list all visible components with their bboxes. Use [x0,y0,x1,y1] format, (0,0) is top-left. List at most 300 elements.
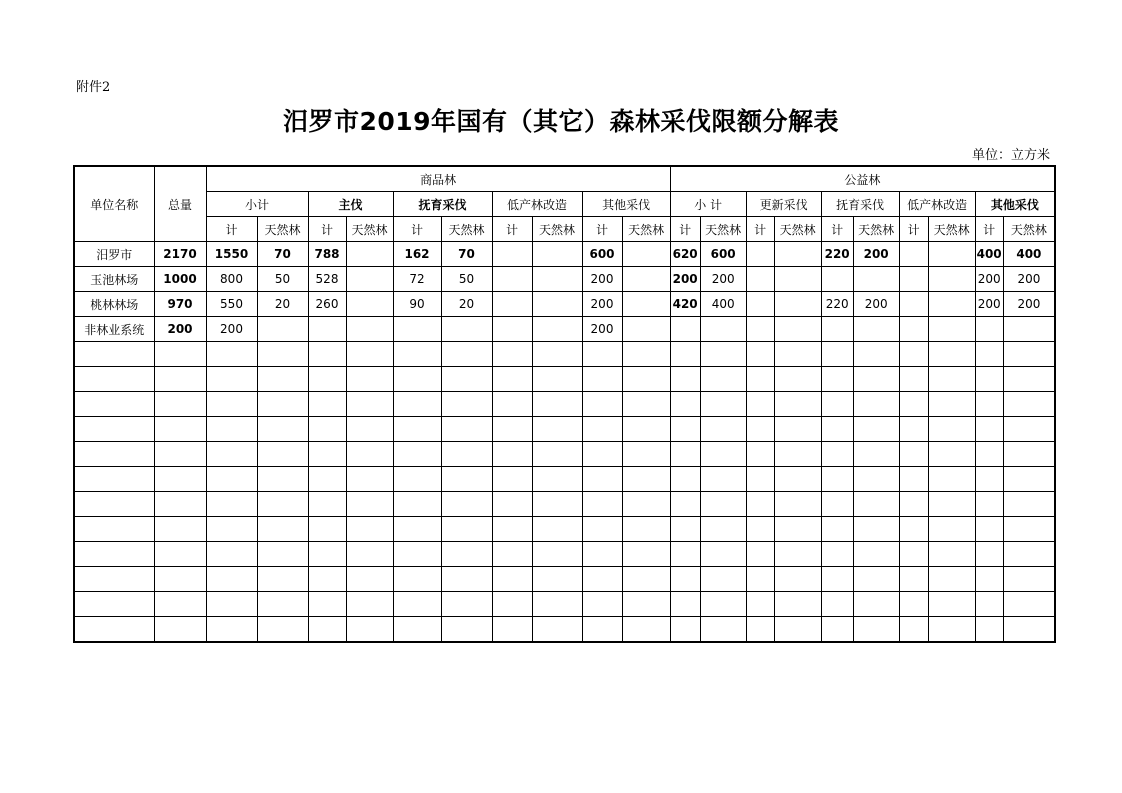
empty-cell [257,392,308,417]
empty-cell [1003,592,1055,617]
cell-p-sub-nat: 600 [700,242,746,267]
empty-cell [346,342,393,367]
empty-cell [670,342,700,367]
empty-cell [1003,492,1055,517]
cell-p-low [899,317,928,342]
empty-cell [670,617,700,643]
cell-main-nat [346,242,393,267]
empty-cell [1003,442,1055,467]
cell-p-tend-nat: 200 [853,242,899,267]
cell-renew [746,267,774,292]
empty-cell [853,592,899,617]
header-subtotal: 小计 [206,192,308,217]
empty-cell [746,492,774,517]
empty-cell [154,467,206,492]
empty-cell [492,392,532,417]
cell-p-tend-nat: 200 [853,292,899,317]
empty-cell [346,542,393,567]
empty-cell [532,492,582,517]
empty-cell [582,492,622,517]
header-sub-natural: 天然林 [346,217,393,242]
cell-other: 200 [582,317,622,342]
empty-cell [975,442,1003,467]
empty-cell [346,492,393,517]
empty-cell [346,517,393,542]
empty-cell [853,367,899,392]
empty-cell [441,567,492,592]
cell-p-low-nat [928,317,975,342]
empty-cell [899,617,928,643]
empty-cell [206,442,257,467]
empty-cell [853,442,899,467]
empty-cell [257,417,308,442]
cell-renew-nat [774,242,821,267]
empty-cell [308,467,346,492]
empty-cell [532,592,582,617]
header-public-tending: 抚育采伐 [821,192,899,217]
empty-cell [928,467,975,492]
header-sub-natural: 天然林 [774,217,821,242]
cell-low-nat [532,267,582,292]
empty-cell [582,567,622,592]
empty-cell [154,342,206,367]
empty-cell [746,367,774,392]
empty-cell [853,492,899,517]
empty-cell [774,392,821,417]
empty-cell [975,342,1003,367]
empty-row [74,542,1055,567]
empty-cell [393,617,441,643]
empty-cell [393,592,441,617]
empty-row [74,392,1055,417]
header-total: 总量 [154,166,206,242]
empty-cell [853,567,899,592]
empty-cell [774,342,821,367]
empty-cell [928,592,975,617]
empty-cell [622,342,670,367]
empty-cell [622,567,670,592]
empty-cell [154,542,206,567]
empty-cell [206,342,257,367]
empty-cell [746,542,774,567]
empty-cell [622,492,670,517]
empty-cell [975,542,1003,567]
empty-cell [74,617,154,643]
empty-cell [532,392,582,417]
cell-p-low-nat [928,267,975,292]
table-row [74,317,1055,342]
cell-tend-nat: 70 [441,242,492,267]
empty-cell [74,542,154,567]
table-row [74,242,1055,267]
header-row-2 [74,192,1055,217]
empty-cell [821,392,853,417]
unit-name-cell: 汨罗市 [74,242,154,267]
empty-cell [899,367,928,392]
empty-cell [74,367,154,392]
empty-cell [308,592,346,617]
empty-cell [700,367,746,392]
empty-cell [700,542,746,567]
empty-cell [346,567,393,592]
cell-p-low [899,292,928,317]
empty-cell [975,392,1003,417]
cell-renew [746,292,774,317]
empty-cell [206,492,257,517]
empty-cell [308,542,346,567]
header-commercial-forest: 商品林 [206,166,670,192]
cell-p-sub-nat [700,317,746,342]
empty-cell [346,467,393,492]
empty-cell [1003,467,1055,492]
empty-cell [899,592,928,617]
cell-tend: 90 [393,292,441,317]
empty-cell [774,542,821,567]
empty-row [74,367,1055,392]
empty-cell [670,517,700,542]
empty-cell [74,467,154,492]
empty-cell [532,417,582,442]
empty-cell [441,467,492,492]
cell-other-nat [622,267,670,292]
empty-cell [853,617,899,643]
empty-cell [441,342,492,367]
empty-row [74,517,1055,542]
empty-cell [1003,617,1055,643]
empty-cell [975,617,1003,643]
header-sub-natural: 天然林 [622,217,670,242]
header-sub-ji: 计 [746,217,774,242]
empty-cell [393,542,441,567]
cell-p-other-nat: 400 [1003,242,1055,267]
empty-cell [899,567,928,592]
unit-label: 单位：立方米 [971,148,1050,163]
empty-cell [582,392,622,417]
table-row [74,292,1055,317]
empty-cell [670,592,700,617]
cell-renew-nat [774,317,821,342]
empty-cell [532,517,582,542]
empty-cell [441,367,492,392]
header-public-other: 其他采伐 [975,192,1055,217]
empty-cell [441,517,492,542]
empty-cell [670,417,700,442]
empty-cell [582,517,622,542]
cell-p-other: 200 [975,292,1003,317]
empty-cell [928,417,975,442]
empty-cell [393,367,441,392]
header-unit-name: 单位名称 [74,166,154,242]
attachment-label: 附件2 [76,80,111,95]
cell-tend: 162 [393,242,441,267]
empty-cell [821,617,853,643]
empty-row [74,567,1055,592]
cell-main [308,317,346,342]
empty-cell [582,417,622,442]
empty-cell [1003,542,1055,567]
empty-cell [154,617,206,643]
empty-cell [154,392,206,417]
header-sub-ji: 计 [670,217,700,242]
cell-tend-nat [441,317,492,342]
empty-cell [206,367,257,392]
empty-cell [308,367,346,392]
empty-cell [1003,367,1055,392]
empty-cell [154,517,206,542]
empty-cell [928,517,975,542]
empty-cell [821,442,853,467]
empty-cell [622,542,670,567]
empty-cell [975,517,1003,542]
cell-main: 528 [308,267,346,292]
empty-cell [393,392,441,417]
cell-tend-nat: 20 [441,292,492,317]
empty-cell [774,492,821,517]
empty-cell [308,517,346,542]
cell-low [492,267,532,292]
empty-cell [257,492,308,517]
empty-row [74,342,1055,367]
empty-cell [1003,392,1055,417]
empty-cell [257,442,308,467]
cell-main: 788 [308,242,346,267]
empty-cell [492,467,532,492]
empty-cell [670,442,700,467]
empty-cell [492,442,532,467]
empty-cell [257,517,308,542]
empty-cell [746,442,774,467]
empty-cell [492,542,532,567]
empty-cell [206,617,257,643]
empty-cell [746,392,774,417]
empty-cell [821,342,853,367]
empty-cell [853,542,899,567]
cell-p-sub: 420 [670,292,700,317]
empty-row [74,442,1055,467]
cell-low-nat [532,242,582,267]
header-sub-natural: 天然林 [257,217,308,242]
cell-tend-nat: 50 [441,267,492,292]
cell-p-other-nat: 200 [1003,267,1055,292]
empty-cell [346,617,393,643]
cell-low [492,292,532,317]
cell-c-sub-nat: 20 [257,292,308,317]
empty-cell [622,517,670,542]
page-title: 汨罗市2019年国有（其它）森林采伐限额分解表 [282,107,840,136]
empty-cell [154,417,206,442]
empty-cell [853,417,899,442]
empty-cell [582,367,622,392]
empty-cell [821,492,853,517]
empty-cell [74,392,154,417]
empty-cell [899,392,928,417]
empty-cell [821,367,853,392]
empty-cell [308,417,346,442]
cell-low [492,242,532,267]
header-sub-ji: 计 [492,217,532,242]
empty-cell [393,442,441,467]
header-low-yield-improvement: 低产林改造 [492,192,582,217]
empty-cell [393,467,441,492]
cell-other-nat [622,292,670,317]
empty-cell [774,467,821,492]
empty-cell [206,517,257,542]
empty-cell [700,467,746,492]
empty-cell [308,492,346,517]
empty-cell [393,417,441,442]
empty-cell [975,567,1003,592]
empty-cell [393,342,441,367]
empty-cell [393,492,441,517]
empty-cell [622,592,670,617]
header-row-1 [74,166,1055,192]
empty-cell [393,567,441,592]
empty-cell [746,617,774,643]
empty-cell [746,342,774,367]
header-public-low-yield: 低产林改造 [899,192,975,217]
empty-cell [346,442,393,467]
cell-total: 970 [154,292,206,317]
empty-cell [582,467,622,492]
empty-cell [700,517,746,542]
cell-total: 1000 [154,267,206,292]
cell-p-tend-nat [853,267,899,292]
empty-row [74,492,1055,517]
empty-cell [154,442,206,467]
cell-other-nat [622,317,670,342]
empty-cell [492,567,532,592]
cell-p-sub: 200 [670,267,700,292]
empty-row [74,417,1055,442]
empty-cell [774,617,821,643]
empty-cell [821,417,853,442]
empty-cell [492,342,532,367]
cell-p-sub [670,317,700,342]
empty-cell [393,517,441,542]
header-sub-natural: 天然林 [1003,217,1055,242]
empty-cell [928,617,975,643]
empty-row [74,592,1055,617]
quota-table [73,165,1056,643]
empty-cell [899,342,928,367]
empty-cell [308,392,346,417]
empty-cell [308,342,346,367]
empty-cell [154,492,206,517]
empty-cell [899,467,928,492]
header-sub-natural: 天然林 [532,217,582,242]
table-row [74,267,1055,292]
header-sub-natural: 天然林 [853,217,899,242]
empty-cell [746,417,774,442]
empty-cell [206,392,257,417]
empty-cell [928,342,975,367]
cell-renew-nat [774,292,821,317]
empty-cell [928,442,975,467]
empty-cell [853,517,899,542]
empty-cell [899,417,928,442]
empty-cell [670,392,700,417]
empty-cell [670,542,700,567]
cell-other: 600 [582,242,622,267]
cell-p-tend [821,317,853,342]
cell-c-sub-nat: 50 [257,267,308,292]
empty-cell [821,517,853,542]
cell-p-sub-nat: 400 [700,292,746,317]
empty-row [74,617,1055,643]
cell-c-sub-nat: 70 [257,242,308,267]
cell-c-sub: 200 [206,317,257,342]
cell-total: 200 [154,317,206,342]
header-main-felling: 主伐 [308,192,393,217]
empty-cell [899,542,928,567]
empty-cell [700,417,746,442]
empty-cell [74,567,154,592]
empty-cell [899,442,928,467]
unit-name-cell: 非林业系统 [74,317,154,342]
empty-cell [308,567,346,592]
empty-cell [532,342,582,367]
empty-cell [928,492,975,517]
header-sub-ji: 计 [393,217,441,242]
empty-cell [257,592,308,617]
cell-p-tend: 220 [821,242,853,267]
empty-cell [774,567,821,592]
empty-cell [700,617,746,643]
empty-cell [492,517,532,542]
cell-low [492,317,532,342]
header-sub-ji: 计 [582,217,622,242]
empty-cell [853,392,899,417]
empty-cell [1003,417,1055,442]
empty-cell [441,392,492,417]
empty-cell [257,542,308,567]
empty-cell [441,417,492,442]
empty-cell [670,367,700,392]
header-public-subtotal: 小 计 [670,192,746,217]
cell-p-low-nat [928,242,975,267]
empty-cell [308,442,346,467]
empty-cell [821,467,853,492]
header-other-felling: 其他采伐 [582,192,670,217]
cell-tend [393,317,441,342]
empty-cell [700,392,746,417]
cell-tend: 72 [393,267,441,292]
empty-cell [532,567,582,592]
header-sub-natural: 天然林 [700,217,746,242]
empty-cell [853,467,899,492]
header-sub-ji: 计 [206,217,257,242]
empty-cell [532,442,582,467]
empty-cell [206,417,257,442]
empty-cell [582,342,622,367]
unit-name-cell: 桃林林场 [74,292,154,317]
header-renewal-felling: 更新采伐 [746,192,821,217]
empty-cell [441,542,492,567]
empty-cell [975,592,1003,617]
empty-cell [206,542,257,567]
cell-p-other: 400 [975,242,1003,267]
empty-cell [257,567,308,592]
empty-cell [154,367,206,392]
empty-cell [899,517,928,542]
empty-cell [74,342,154,367]
empty-cell [821,567,853,592]
header-sub-ji: 计 [975,217,1003,242]
empty-cell [257,467,308,492]
header-tending-felling: 抚育采伐 [393,192,492,217]
cell-p-tend [821,267,853,292]
empty-cell [532,542,582,567]
